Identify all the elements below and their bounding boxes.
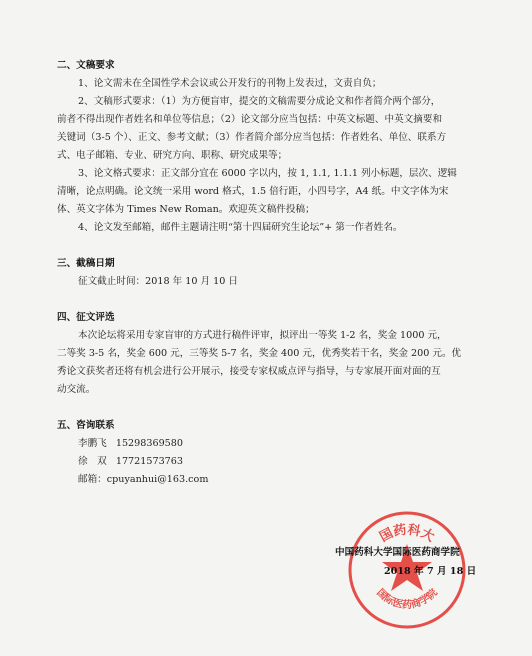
section-heading-requirements: 二、文稿要求 — [57, 60, 115, 71]
section-heading-contact: 五、咨询联系 — [57, 420, 115, 431]
email-row — [0, 474, 532, 486]
paragraph-line: 式、电子邮箱、专业、研究方向、职称、研究成果等； — [57, 150, 288, 161]
contact-name: 李鹏飞 — [78, 438, 107, 449]
paragraph-line: 二等奖 3-5 名，奖金 600 元，三等奖 5-7 名，奖金 400 元，优秀奖若干名，奖金 200 元。优 — [57, 348, 462, 359]
paragraph-line: 4、论文发至邮箱，邮件主题请注明“第十四届研究生论坛”+ 第一作者姓名。 — [78, 222, 403, 233]
svg-text:国药科大 — [377, 521, 437, 545]
paragraph-line: 前者不得出现作者姓名和单位等信息；（2）论文部分应当包括：中英文标题、中英文摘要和 — [57, 114, 443, 125]
section-heading-deadline: 三、截稿日期 — [57, 258, 115, 269]
signature-date: 2018 年 7 月 18 日 — [384, 566, 477, 577]
paragraph-line: 体、英文字体为 Times New Roman。欢迎英文稿件投稿； — [57, 204, 315, 215]
contact-name: 徐 双 — [78, 456, 107, 467]
contact-row — [0, 456, 532, 468]
paragraph-line: 本次论坛将采用专家盲审的方式进行稿件评审，拟评出一等奖 1-2 名，奖金 1000 元， — [78, 330, 447, 341]
seal-bottom-text: 国际医药商学院 — [374, 587, 440, 611]
paragraph-line: 1、论文需未在全国性学术会议或公开发行的刊物上发表过，文责自负； — [78, 78, 382, 89]
section-heading-selection: 四、征文评选 — [57, 312, 115, 323]
contact-row — [0, 438, 532, 450]
signature-organization: 中国药科大学国际医药商学院 — [335, 547, 460, 558]
svg-text:国际医药商学院 — [374, 586, 439, 611]
paragraph-line: 2、文稿形式要求：（1）为方便盲审，提交的文稿需要分成论文和作者简介两个部分， — [78, 96, 441, 107]
paragraph-line: 秀论文获奖者还将有机会进行公开展示，接受专家权威点评与指导，与专家展开面对面的互 — [57, 366, 441, 377]
email-address[interactable]: cpuyanhui@163.com — [106, 474, 209, 485]
seal-top-text: 国药科大 — [377, 522, 437, 546]
paragraph-line: 动交流。 — [57, 384, 96, 395]
paragraph-line: 清晰，论点明确。论文统一采用 word 格式，1.5 倍行距，小四号字，A4 纸。中文字体为宋 — [57, 186, 449, 197]
contact-phone: 15298369580 — [115, 438, 183, 449]
paragraph-line: 关键词（3-5 个）、正文、参考文献；（3）作者简介部分应当包括：作者姓名、单位、联系方 — [57, 132, 447, 143]
contact-phone: 17721573763 — [115, 456, 183, 467]
paragraph-line: 3、论文格式要求：正文部分宜在 6000 字以内，按 1, 1.1, 1.1.1 列小标题，层次、逻辑 — [78, 168, 457, 179]
deadline-text: 征文截止时间：2018 年 10 月 10 日 — [78, 276, 239, 287]
email-label: 邮箱： — [78, 474, 107, 485]
